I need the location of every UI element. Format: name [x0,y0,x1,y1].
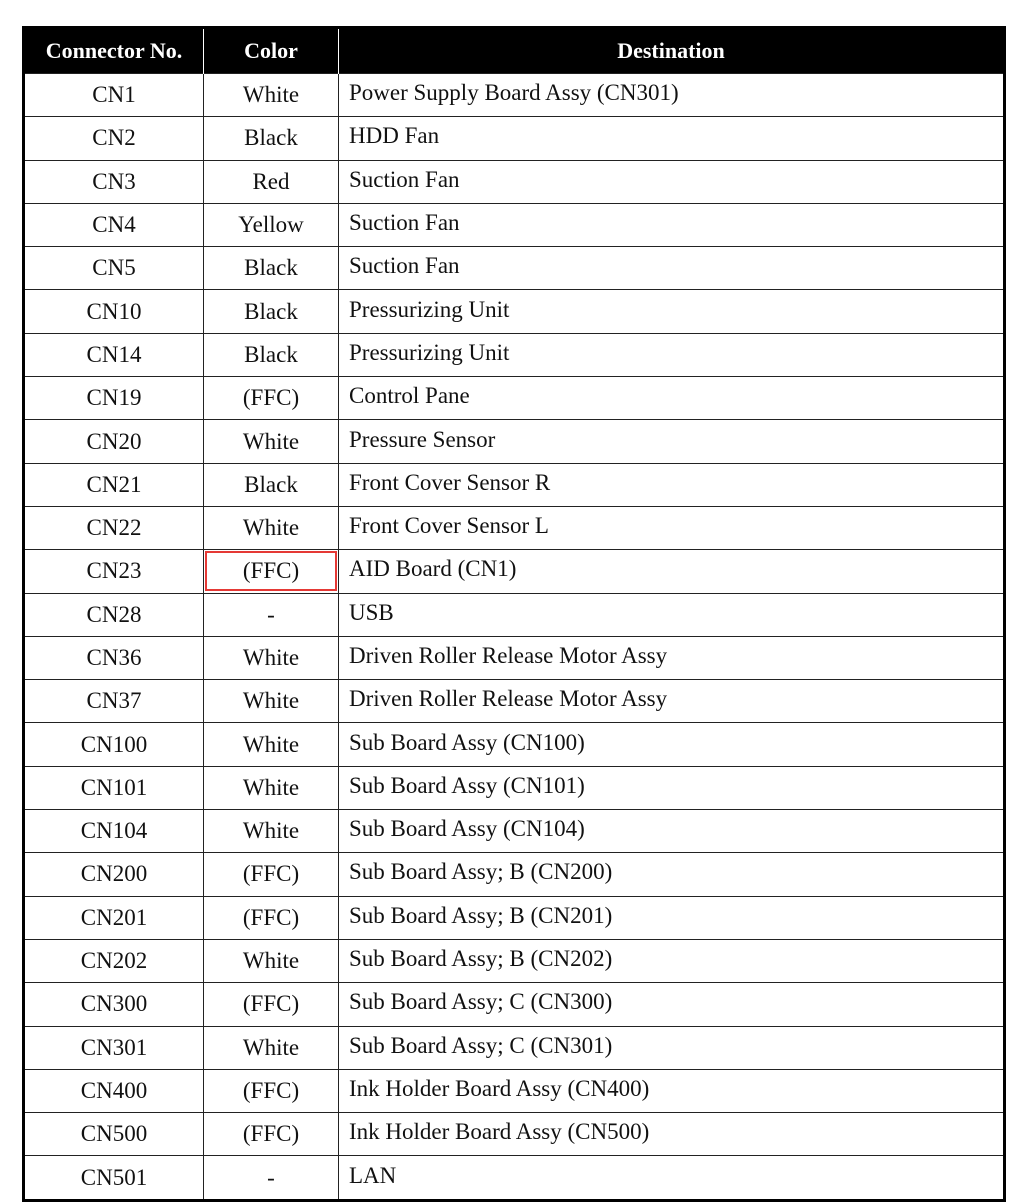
cell-color: Black [204,117,339,160]
cell-connector-no: CN1 [24,74,204,117]
table-row [24,1113,1005,1156]
cell-connector-no: CN10 [24,290,204,333]
cell-color: White [204,680,339,723]
table-row [24,550,1005,593]
cell-color: Black [204,247,339,290]
header-destination: Destination [339,28,1005,74]
cell-connector-no: CN500 [24,1113,204,1156]
cell-color: Yellow [204,203,339,246]
cell-color: White [204,506,339,549]
cell-connector-no: CN300 [24,983,204,1026]
table-row [24,1069,1005,1112]
cell-destination: Sub Board Assy (CN101) [339,766,1005,809]
cell-destination: Sub Board Assy; B (CN202) [339,939,1005,982]
cell-color: Black [204,333,339,376]
table-row [24,810,1005,853]
table-row [24,333,1005,376]
cell-color: Red [204,160,339,203]
cell-destination: Front Cover Sensor L [339,506,1005,549]
cell-connector-no: CN19 [24,377,204,420]
cell-connector-no: CN37 [24,680,204,723]
cell-color: (FFC) [204,550,339,593]
cell-connector-no: CN301 [24,1026,204,1069]
table-row [24,463,1005,506]
table-body [24,74,1005,1201]
table-row [24,983,1005,1026]
table-row [24,247,1005,290]
table-row [24,896,1005,939]
table-row [24,1026,1005,1069]
cell-color: White [204,723,339,766]
cell-connector-no: CN501 [24,1156,204,1200]
cell-destination: Suction Fan [339,160,1005,203]
cell-color: (FFC) [204,1113,339,1156]
table-row [24,160,1005,203]
cell-color: (FFC) [204,896,339,939]
table-row [24,593,1005,636]
cell-destination: Sub Board Assy (CN100) [339,723,1005,766]
cell-destination: Ink Holder Board Assy (CN400) [339,1069,1005,1112]
cell-connector-no: CN400 [24,1069,204,1112]
connector-table-container [22,26,1003,1202]
cell-color: White [204,939,339,982]
cell-destination: Sub Board Assy (CN104) [339,810,1005,853]
cell-destination: Driven Roller Release Motor Assy [339,680,1005,723]
cell-connector-no: CN23 [24,550,204,593]
header-connector-no: Connector No. [24,28,204,74]
cell-color: White [204,636,339,679]
cell-destination: LAN [339,1156,1005,1200]
cell-destination: Control Pane [339,377,1005,420]
cell-color: White [204,1026,339,1069]
cell-color: Black [204,290,339,333]
table-row [24,939,1005,982]
table-row [24,680,1005,723]
cell-connector-no: CN3 [24,160,204,203]
cell-connector-no: CN21 [24,463,204,506]
cell-destination: Pressurizing Unit [339,333,1005,376]
table-row [24,1156,1005,1200]
table-row [24,117,1005,160]
table-row [24,636,1005,679]
cell-destination: USB [339,593,1005,636]
connector-table [22,26,1006,1202]
cell-color: Black [204,463,339,506]
cell-color: White [204,766,339,809]
cell-color: - [204,593,339,636]
cell-connector-no: CN101 [24,766,204,809]
table-row [24,506,1005,549]
cell-connector-no: CN2 [24,117,204,160]
cell-color: (FFC) [204,853,339,896]
cell-color: - [204,1156,339,1200]
cell-connector-no: CN104 [24,810,204,853]
cell-connector-no: CN14 [24,333,204,376]
cell-destination: Ink Holder Board Assy (CN500) [339,1113,1005,1156]
cell-connector-no: CN5 [24,247,204,290]
cell-destination: Suction Fan [339,203,1005,246]
cell-connector-no: CN4 [24,203,204,246]
header-color: Color [204,28,339,74]
cell-destination: Sub Board Assy; C (CN300) [339,983,1005,1026]
cell-destination: Sub Board Assy; B (CN200) [339,853,1005,896]
cell-color: White [204,810,339,853]
table-row [24,766,1005,809]
cell-connector-no: CN20 [24,420,204,463]
table-row [24,723,1005,766]
cell-connector-no: CN36 [24,636,204,679]
cell-connector-no: CN100 [24,723,204,766]
cell-connector-no: CN202 [24,939,204,982]
table-row [24,74,1005,117]
cell-destination: Front Cover Sensor R [339,463,1005,506]
cell-color: (FFC) [204,377,339,420]
cell-destination: AID Board (CN1) [339,550,1005,593]
cell-connector-no: CN28 [24,593,204,636]
cell-color: White [204,420,339,463]
header-row [24,28,1005,74]
cell-color: (FFC) [204,1069,339,1112]
cell-color: White [204,74,339,117]
cell-destination: Pressure Sensor [339,420,1005,463]
cell-destination: HDD Fan [339,117,1005,160]
cell-destination: Suction Fan [339,247,1005,290]
table-row [24,853,1005,896]
cell-destination: Driven Roller Release Motor Assy [339,636,1005,679]
cell-connector-no: CN201 [24,896,204,939]
table-row [24,420,1005,463]
table-row [24,377,1005,420]
cell-destination: Pressurizing Unit [339,290,1005,333]
cell-connector-no: CN200 [24,853,204,896]
cell-destination: Sub Board Assy; C (CN301) [339,1026,1005,1069]
cell-destination: Sub Board Assy; B (CN201) [339,896,1005,939]
table-header [24,28,1005,74]
cell-color: (FFC) [204,983,339,1026]
table-row [24,290,1005,333]
cell-connector-no: CN22 [24,506,204,549]
cell-destination: Power Supply Board Assy (CN301) [339,74,1005,117]
table-row [24,203,1005,246]
